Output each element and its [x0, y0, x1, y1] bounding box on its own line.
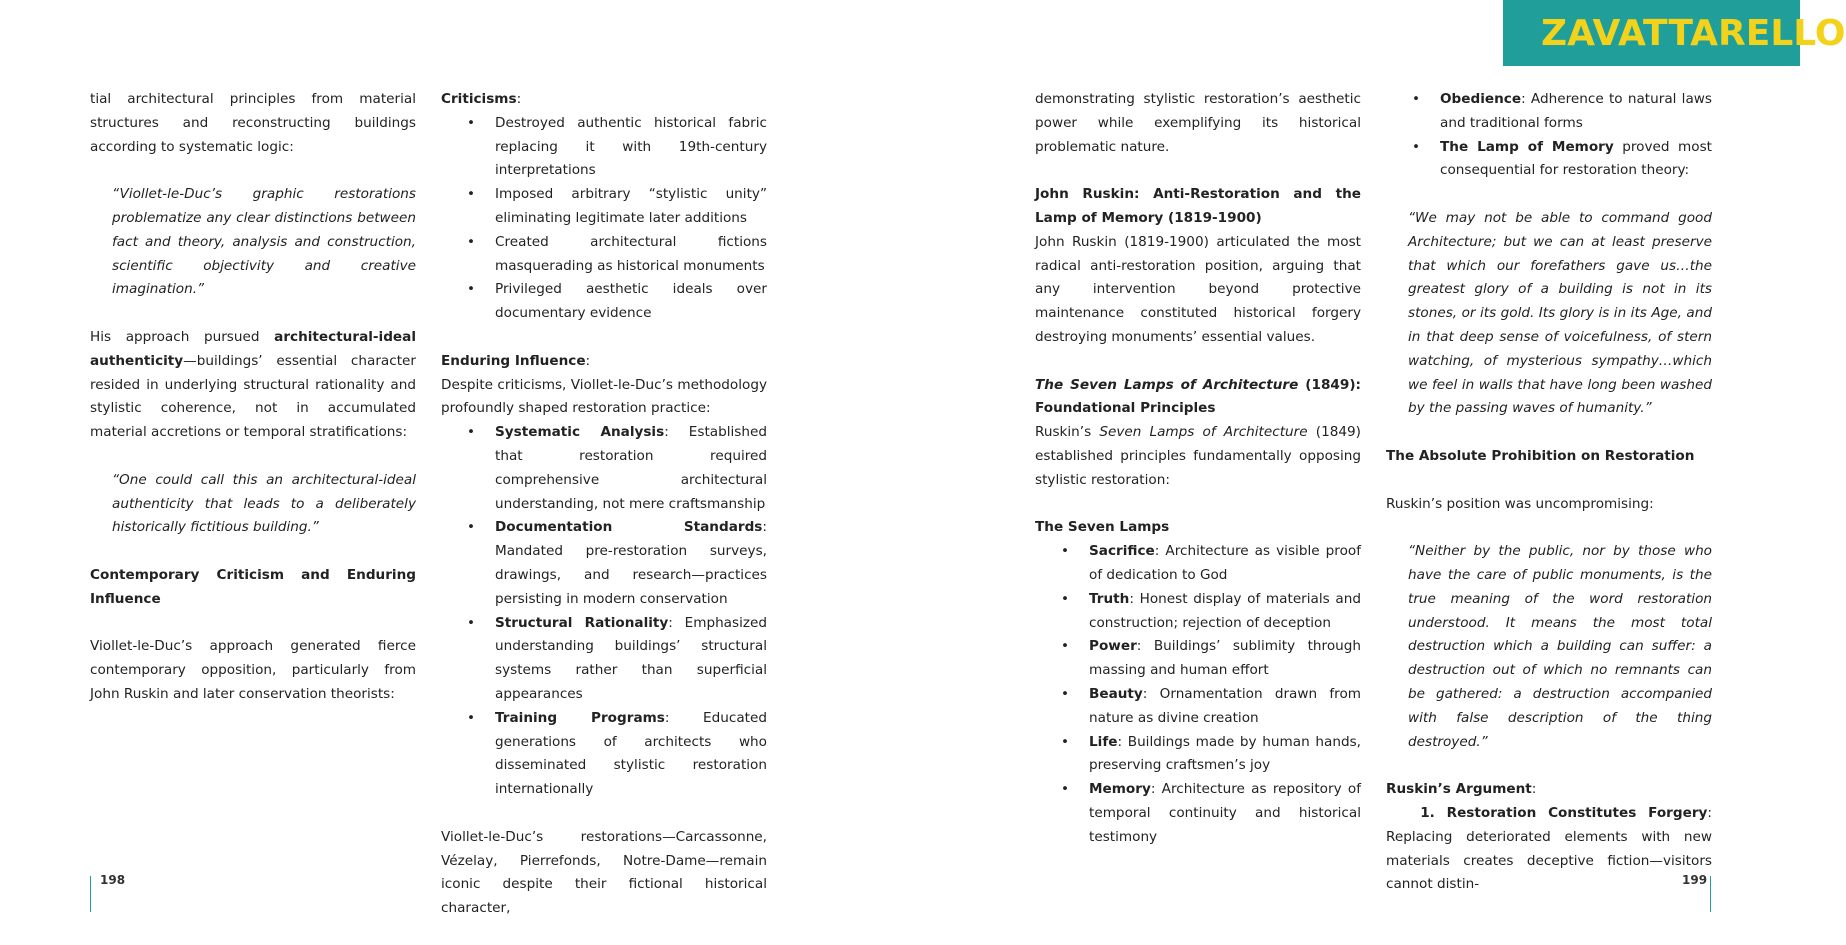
section-heading: Contemporary Criticism and Enduring Influence — [90, 566, 416, 607]
blockquote: “We may not be able to command good Architecture; but we can at least preserve that which our forefathers gave us…the greatest glory of a building is not in its stones, or its gold. Its glory is in its Age, and in that deep sense of voicefulness, of stern watching, of mysterious sympathy…which we feel in walls that have long been washed by the passing waves of humanity.” — [1408, 209, 1712, 417]
list-item: • Systematic Analysis: Established that restoration required comprehensive architectural understanding, not mere craftsmanship — [467, 424, 767, 512]
list-item: • Documentation Standards: Mandated pre-restoration surveys, drawings, and research—practices persisting in modern conservation — [467, 519, 767, 607]
lamps-list — [1035, 540, 1361, 849]
column-3 — [1035, 88, 1361, 850]
blockquote: “Viollet-le-Duc’s graphic restorations problematize any clear distinctions between fact and theory, analysis and construction, scientific objectivity and creative imagination.” — [112, 186, 416, 298]
list-item: • Destroyed authentic historical fabric replacing it with 19th-century interpretations — [467, 114, 767, 179]
section-heading: The Absolute Prohibition on Restoration — [1386, 447, 1695, 464]
paragraph: 1. Restoration Constitutes Forgery: Replacing deteriorated elements with new materials creates deceptive fiction—visitors cannot distin- — [1386, 804, 1712, 893]
blockquote: “Neither by the public, nor by those who have the care of public monuments, is the true meaning of the word restoration understood. It means the most total destruction which a building can suffer: a destruction out of which no remnants can be gathered: a destruction accompanied with false description of the thing destroyed.” — [1408, 543, 1712, 750]
list-item: • Beauty: Ornamentation drawn from nature as divine creation — [1061, 685, 1361, 726]
criticisms-list — [441, 112, 767, 326]
paragraph: demonstrating stylistic restoration’s aesthetic power while exemplifying its historical problematic nature. — [1035, 91, 1361, 155]
section-heading: The Seven Lamps of Architecture (1849): Foundational Principles — [1035, 376, 1361, 417]
list-item: • Training Programs: Educated generations of architects who disseminated stylistic restoration internationally — [467, 709, 767, 798]
list-item: • Imposed arbitrary “stylistic unity” eliminating legitimate later additions — [467, 186, 767, 226]
paragraph: Despite criticisms, Viollet-le-Duc’s methodology profoundly shaped restoration practice: — [441, 376, 767, 417]
brand-banner — [1503, 0, 1846, 66]
paragraph: tial architectural principles from material structures and reconstructing buildings according to systematic logic: — [90, 91, 416, 155]
column-2 — [441, 88, 767, 921]
list-item: • Obedience: Adherence to natural laws and traditional forms — [1412, 91, 1712, 131]
folio-rule-right — [1710, 876, 1711, 912]
paragraph: Ruskin’s Seven Lamps of Architecture (1849) established principles fundamentally opposing stylistic restoration: — [1035, 424, 1361, 488]
page-number-left: 198 — [100, 873, 126, 887]
list-item: • Truth: Honest display of materials and construction; rejection of deception — [1061, 590, 1361, 631]
folio-rule-left — [90, 876, 91, 912]
section-heading: John Ruskin: Anti-Restoration and the Lamp of Memory (1819-1900) — [1035, 186, 1361, 226]
list-item: • Power: Buildings’ sublimity through massing and human effort — [1061, 638, 1361, 679]
column-1 — [90, 88, 416, 707]
list-item: • Created architectural fictions masquerading as historical monuments — [467, 233, 767, 274]
blockquote: “One could call this an architectural-ideal authenticity that leads to a deliberately historically fictitious building.” — [112, 471, 416, 536]
page-number-right: 199 — [1682, 873, 1708, 887]
paragraph: John Ruskin (1819-1900) articulated the most radical anti-restoration position, arguing that any intervention beyond protective maintenance constituted historical forgery destroying monuments’ essential values. — [1035, 233, 1361, 345]
criticisms-label: Criticisms: — [441, 91, 522, 107]
influence-label: Enduring Influence: — [441, 352, 591, 369]
list-item: • Sacrifice: Architecture as visible proof of dedication to God — [1061, 543, 1361, 583]
list-item: • Privileged aesthetic ideals over documentary evidence — [467, 281, 767, 322]
column-4 — [1386, 88, 1712, 897]
paragraph: Viollet-le-Duc’s restorations—Carcassonne, Vézelay, Pierrefonds, Notre-Dame—remain iconic despite their fictional historical character, — [441, 828, 767, 917]
paragraph: Ruskin’s position was uncompromising: — [1386, 495, 1654, 512]
section-heading: The Seven Lamps — [1035, 519, 1170, 536]
paragraph: His approach pursued architectural-ideal authenticity—buildings’ essential character resided in underlying structural rationality and stylistic coherence, not in accumulated material accretions or temporal stratifications: — [90, 328, 416, 441]
argument-label: Ruskin’s Argument: — [1386, 781, 1537, 798]
paragraph: Viollet-le-Duc’s approach generated fierce contemporary opposition, particularly from John Ruskin and later conservation theorists: — [90, 638, 416, 702]
list-item: • The Lamp of Memory proved most consequential for restoration theory: — [1412, 138, 1712, 179]
lamps-list-continued — [1386, 88, 1712, 183]
brand-title: ZAVATTARELLO — [1541, 12, 1846, 54]
influence-list — [441, 421, 767, 802]
list-item: • Memory: Architecture as repository of temporal continuity and historical testimony — [1061, 781, 1361, 845]
list-item: • Structural Rationality: Emphasized understanding buildings’ structural systems rather than superficial appearances — [467, 614, 768, 702]
list-item: • Life: Buildings made by human hands, preserving craftsmen’s joy — [1061, 733, 1361, 774]
